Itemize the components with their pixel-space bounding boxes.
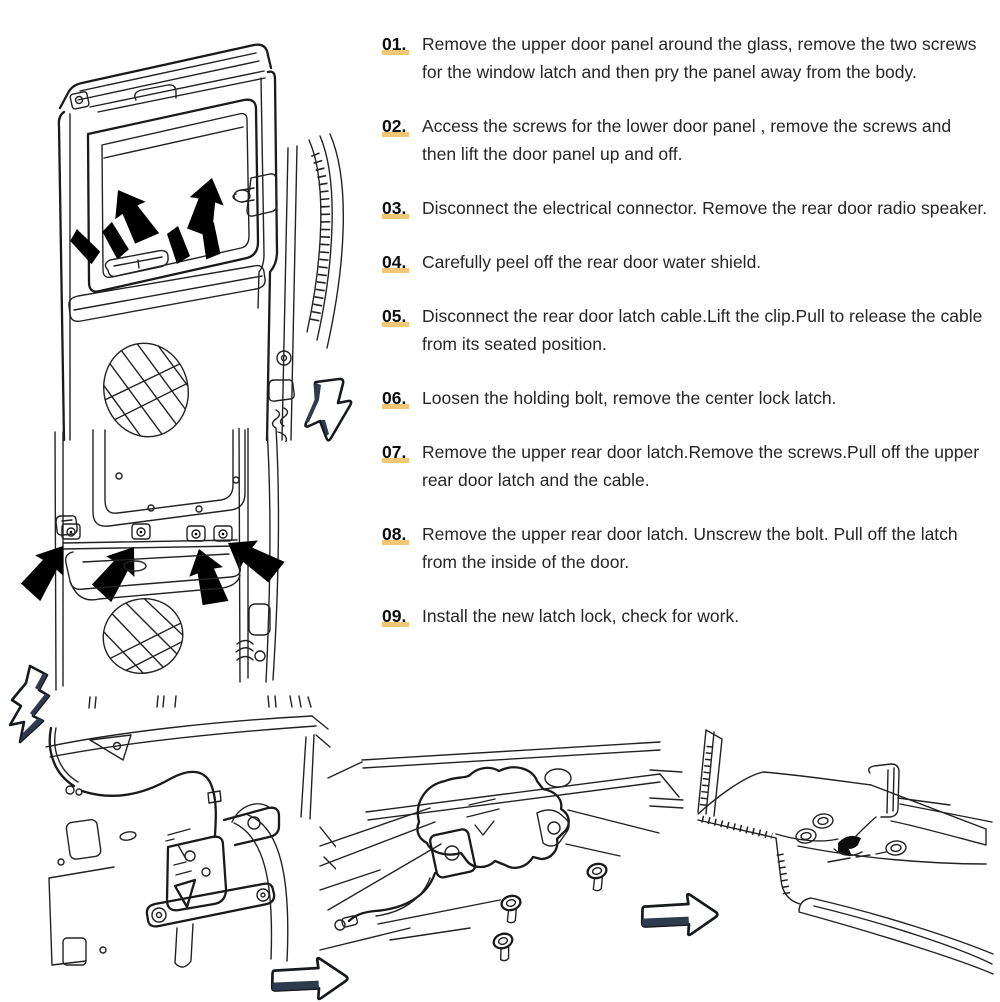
door-top-edge	[46, 716, 330, 760]
illustration-latch-screws	[318, 712, 664, 974]
instruction-step	[382, 112, 988, 168]
outline-arrow-right-icon	[268, 956, 352, 1002]
step-number: 07.	[382, 438, 422, 494]
instruction-list	[382, 30, 988, 656]
illustration-striker-sill	[648, 712, 998, 986]
illustration-rear-door-lower	[15, 428, 365, 720]
pillar-details	[236, 604, 270, 661]
instruction-step	[382, 602, 988, 630]
speaker-oval	[78, 332, 222, 442]
door-structure	[320, 742, 660, 950]
step-text: Access the screws for the lower door panel , remove the screws and then lift the door panel up and off.	[422, 116, 952, 164]
step-text: Loosen the holding bolt, remove the center lock latch.	[422, 388, 837, 408]
striker-latch	[834, 764, 899, 855]
instruction-step	[382, 520, 988, 576]
illustration-door-latch-cable	[18, 695, 336, 997]
panel-clips	[62, 524, 237, 549]
window-latch	[233, 174, 277, 216]
step-number: 08.	[382, 520, 422, 576]
speaker-hole	[81, 586, 217, 696]
grommets	[795, 813, 907, 856]
step-text: Carefully peel off the rear door water shield.	[422, 252, 762, 272]
inner-panel-cutouts	[49, 819, 137, 965]
step-text: Disconnect the electrical connector. Remove the rear door radio speaker.	[422, 198, 988, 218]
door-bottom-ticks	[89, 696, 311, 708]
instruction-step	[382, 194, 988, 222]
step-text: Install the new latch lock, check for work.	[422, 606, 740, 626]
black-arrows-up	[67, 174, 230, 268]
step-number: 01.	[382, 30, 422, 86]
step-number: 09.	[382, 602, 422, 630]
step-number: 06.	[382, 384, 422, 412]
loose-screws	[492, 862, 611, 962]
latch-cable-lower	[335, 873, 435, 930]
latch-assembly	[147, 808, 279, 967]
instruction-step	[382, 438, 988, 494]
instruction-step	[382, 30, 988, 86]
step-text: Remove the upper door panel around the glass, remove the two screws for the window latch and then pry the panel away from the body.	[422, 34, 977, 82]
step-number: 04.	[382, 248, 422, 276]
step-text: Remove the upper rear door latch.Remove the screws.Pull off the upper rear door latch and the cable.	[422, 442, 980, 490]
instruction-step	[382, 302, 988, 358]
step-number: 02.	[382, 112, 422, 168]
step-text: Disconnect the rear door latch cable.Lift the clip.Pull to release the cable from its seated position.	[422, 306, 983, 354]
instruction-step	[382, 384, 988, 412]
step-number: 03.	[382, 194, 422, 222]
latch-mechanism	[417, 767, 569, 878]
step-number: 05.	[382, 302, 422, 358]
step-text: Remove the upper rear door latch. Unscrew the bolt. Pull off the latch from the inside of the door.	[422, 524, 958, 572]
instruction-step	[382, 248, 988, 276]
